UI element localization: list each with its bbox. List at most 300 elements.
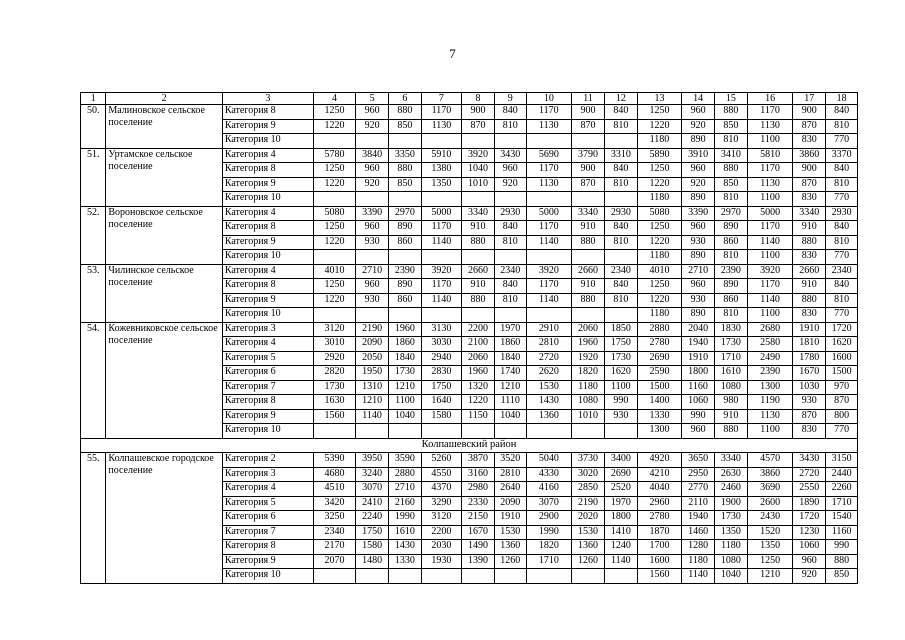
- category-cell: Категория 8: [222, 105, 313, 120]
- value-cell: 810: [715, 134, 748, 149]
- value-cell: 870: [793, 409, 826, 424]
- value-cell: 770: [826, 134, 858, 149]
- value-cell: 1250: [313, 105, 355, 120]
- value-cell: 840: [826, 221, 858, 236]
- value-cell: 2050: [356, 351, 389, 366]
- value-cell: 1130: [747, 119, 793, 134]
- value-cell: 960: [682, 279, 715, 294]
- value-cell: 900: [462, 105, 495, 120]
- value-cell: 1170: [747, 163, 793, 178]
- value-cell: 930: [793, 395, 826, 410]
- value-cell: 5040: [526, 453, 572, 468]
- value-cell: 3520: [494, 453, 526, 468]
- value-cell: 1140: [526, 235, 572, 250]
- value-cell: 5000: [526, 206, 572, 221]
- value-cell: 920: [682, 177, 715, 192]
- value-cell: 4010: [637, 264, 681, 279]
- value-cell: 2780: [637, 337, 681, 352]
- category-cell: Категория 10: [222, 250, 313, 265]
- value-cell: 3240: [356, 467, 389, 482]
- value-cell: 1560: [313, 409, 355, 424]
- category-cell: Категория 4: [222, 264, 313, 279]
- value-cell: [494, 424, 526, 439]
- value-cell: 3290: [421, 496, 461, 511]
- column-number-cell: 9: [494, 93, 526, 105]
- column-number-cell: 2: [106, 93, 222, 105]
- category-cell: Категория 3: [222, 322, 313, 337]
- value-cell: 1780: [793, 351, 826, 366]
- value-cell: 860: [389, 293, 422, 308]
- value-cell: 960: [682, 105, 715, 120]
- value-cell: 2810: [494, 467, 526, 482]
- value-cell: 910: [793, 221, 826, 236]
- value-cell: [356, 308, 389, 323]
- value-cell: 1180: [715, 540, 748, 555]
- entry-number: 54.: [81, 322, 106, 438]
- value-cell: 840: [826, 279, 858, 294]
- value-cell: 2390: [715, 264, 748, 279]
- value-cell: 1220: [462, 395, 495, 410]
- value-cell: 830: [793, 308, 826, 323]
- value-cell: 1460: [682, 525, 715, 540]
- value-cell: [462, 192, 495, 207]
- column-number-cell: 16: [747, 93, 793, 105]
- value-cell: [572, 192, 605, 207]
- value-cell: 860: [389, 235, 422, 250]
- value-cell: 1170: [747, 279, 793, 294]
- value-cell: [356, 192, 389, 207]
- value-cell: 890: [682, 250, 715, 265]
- value-cell: [313, 424, 355, 439]
- value-cell: 3920: [421, 264, 461, 279]
- value-cell: [604, 424, 637, 439]
- value-cell: 1010: [462, 177, 495, 192]
- value-cell: 860: [715, 293, 748, 308]
- value-cell: 5000: [747, 206, 793, 221]
- value-cell: 2200: [462, 322, 495, 337]
- value-cell: 1300: [747, 380, 793, 395]
- value-cell: 890: [682, 308, 715, 323]
- column-number-cell: 3: [222, 93, 313, 105]
- value-cell: 1360: [494, 540, 526, 555]
- value-cell: 1750: [604, 337, 637, 352]
- value-cell: 3070: [356, 482, 389, 497]
- value-cell: 880: [715, 424, 748, 439]
- value-cell: [604, 308, 637, 323]
- category-cell: Категория 10: [222, 569, 313, 584]
- value-cell: 1870: [637, 525, 681, 540]
- value-cell: 1250: [747, 554, 793, 569]
- value-cell: 2030: [421, 540, 461, 555]
- value-cell: 1400: [637, 395, 681, 410]
- value-cell: 1320: [462, 380, 495, 395]
- value-cell: 1380: [421, 163, 461, 178]
- value-cell: 870: [462, 119, 495, 134]
- value-cell: [494, 308, 526, 323]
- entry-number: 50.: [81, 105, 106, 149]
- value-cell: 870: [572, 177, 605, 192]
- value-cell: [462, 569, 495, 584]
- value-cell: 1390: [462, 554, 495, 569]
- value-cell: 4920: [637, 453, 681, 468]
- value-cell: 810: [604, 177, 637, 192]
- value-cell: 1900: [715, 496, 748, 511]
- value-cell: 1210: [747, 569, 793, 584]
- value-cell: 910: [572, 221, 605, 236]
- value-cell: 2110: [682, 496, 715, 511]
- value-cell: 1170: [747, 221, 793, 236]
- value-cell: 2680: [747, 322, 793, 337]
- value-cell: 1640: [421, 395, 461, 410]
- value-cell: 1950: [356, 366, 389, 381]
- value-cell: 1080: [715, 380, 748, 395]
- value-cell: 1730: [313, 380, 355, 395]
- value-cell: 2430: [747, 511, 793, 526]
- value-cell: 2410: [356, 496, 389, 511]
- value-cell: [389, 192, 422, 207]
- value-cell: 1750: [421, 380, 461, 395]
- value-cell: 1100: [747, 192, 793, 207]
- value-cell: 1630: [313, 395, 355, 410]
- value-cell: 5910: [421, 148, 461, 163]
- value-cell: 1670: [462, 525, 495, 540]
- value-cell: 850: [715, 177, 748, 192]
- value-cell: 1890: [793, 496, 826, 511]
- value-cell: 3860: [747, 467, 793, 482]
- value-cell: 5080: [637, 206, 681, 221]
- column-number-cell: 12: [604, 93, 637, 105]
- value-cell: 1180: [637, 250, 681, 265]
- value-cell: 3010: [313, 337, 355, 352]
- value-cell: 1600: [637, 554, 681, 569]
- value-cell: 1130: [526, 119, 572, 134]
- value-cell: 1130: [526, 177, 572, 192]
- value-cell: 880: [572, 293, 605, 308]
- value-cell: 810: [604, 119, 637, 134]
- value-cell: 2040: [682, 322, 715, 337]
- value-cell: 900: [572, 105, 605, 120]
- value-cell: 2690: [637, 351, 681, 366]
- value-cell: 1100: [747, 424, 793, 439]
- value-cell: [526, 569, 572, 584]
- value-cell: 2070: [313, 554, 355, 569]
- value-cell: 1220: [313, 119, 355, 134]
- category-cell: Категория 9: [222, 177, 313, 192]
- value-cell: 4010: [313, 264, 355, 279]
- value-cell: 1130: [747, 409, 793, 424]
- column-number-cell: 8: [462, 93, 495, 105]
- value-cell: 1100: [389, 395, 422, 410]
- value-cell: 880: [462, 293, 495, 308]
- value-cell: 1160: [826, 525, 858, 540]
- value-cell: 2880: [637, 322, 681, 337]
- value-cell: 2190: [356, 322, 389, 337]
- value-cell: [572, 569, 605, 584]
- value-cell: 930: [604, 409, 637, 424]
- value-cell: 1910: [793, 322, 826, 337]
- value-cell: 960: [682, 163, 715, 178]
- value-cell: 910: [715, 409, 748, 424]
- category-cell: Категория 9: [222, 235, 313, 250]
- value-cell: 770: [826, 250, 858, 265]
- value-cell: 1540: [826, 511, 858, 526]
- value-cell: [604, 192, 637, 207]
- value-cell: 3340: [462, 206, 495, 221]
- value-cell: 1300: [637, 424, 681, 439]
- entry-number: 51.: [81, 148, 106, 206]
- value-cell: 1280: [682, 540, 715, 555]
- value-cell: 1600: [826, 351, 858, 366]
- value-cell: [356, 134, 389, 149]
- value-cell: 1830: [715, 322, 748, 337]
- entry-number: 55.: [81, 453, 106, 584]
- value-cell: 900: [793, 105, 826, 120]
- value-cell: 2020: [572, 511, 605, 526]
- column-number-cell: 4: [313, 93, 355, 105]
- value-cell: 1840: [389, 351, 422, 366]
- value-cell: 5000: [421, 206, 461, 221]
- settlement-name: Колпашевское городское поселение: [106, 453, 222, 584]
- column-number-cell: 13: [637, 93, 681, 105]
- value-cell: 910: [572, 279, 605, 294]
- value-cell: 990: [604, 395, 637, 410]
- value-cell: 1220: [313, 293, 355, 308]
- value-cell: 1240: [604, 540, 637, 555]
- column-number-cell: 6: [389, 93, 422, 105]
- value-cell: 1350: [747, 540, 793, 555]
- value-cell: [462, 250, 495, 265]
- value-cell: 880: [793, 235, 826, 250]
- value-cell: 960: [356, 163, 389, 178]
- value-cell: 5890: [637, 148, 681, 163]
- value-cell: 3650: [682, 453, 715, 468]
- value-cell: 1170: [526, 221, 572, 236]
- value-cell: 810: [494, 293, 526, 308]
- value-cell: 5260: [421, 453, 461, 468]
- category-cell: Категория 5: [222, 351, 313, 366]
- value-cell: 2820: [313, 366, 355, 381]
- value-cell: 920: [682, 119, 715, 134]
- value-cell: 4370: [421, 482, 461, 497]
- value-cell: 1430: [526, 395, 572, 410]
- value-cell: [356, 569, 389, 584]
- value-cell: 2260: [826, 482, 858, 497]
- value-cell: [313, 134, 355, 149]
- column-number-cell: 5: [356, 93, 389, 105]
- value-cell: 2950: [682, 467, 715, 482]
- value-cell: 860: [715, 235, 748, 250]
- value-cell: 1170: [526, 163, 572, 178]
- value-cell: 4510: [313, 482, 355, 497]
- value-cell: 5780: [313, 148, 355, 163]
- value-cell: 3860: [793, 148, 826, 163]
- column-number-cell: 15: [715, 93, 748, 105]
- value-cell: 1100: [747, 250, 793, 265]
- value-cell: [421, 424, 461, 439]
- value-cell: 1220: [637, 235, 681, 250]
- table-row: [81, 453, 858, 468]
- column-number-cell: 18: [826, 93, 858, 105]
- value-cell: 1990: [526, 525, 572, 540]
- value-cell: 2630: [715, 467, 748, 482]
- value-cell: 1210: [356, 395, 389, 410]
- value-cell: 4680: [313, 467, 355, 482]
- value-cell: [604, 569, 637, 584]
- value-cell: 2710: [682, 264, 715, 279]
- value-cell: 1140: [356, 409, 389, 424]
- value-cell: 1040: [462, 163, 495, 178]
- value-cell: 1250: [637, 163, 681, 178]
- value-cell: 920: [494, 177, 526, 192]
- value-cell: 4210: [637, 467, 681, 482]
- value-cell: 2920: [313, 351, 355, 366]
- value-cell: 810: [826, 293, 858, 308]
- value-cell: 3420: [313, 496, 355, 511]
- value-cell: 990: [682, 409, 715, 424]
- value-cell: [462, 308, 495, 323]
- value-cell: 2340: [604, 264, 637, 279]
- value-cell: 1310: [356, 380, 389, 395]
- value-cell: 1860: [494, 337, 526, 352]
- category-cell: Категория 10: [222, 134, 313, 149]
- value-cell: 2170: [313, 540, 355, 555]
- value-cell: [526, 308, 572, 323]
- settlement-name: Кожевниковское сельское поселение: [106, 322, 222, 438]
- value-cell: [421, 569, 461, 584]
- value-cell: [389, 250, 422, 265]
- value-cell: 1170: [421, 279, 461, 294]
- category-cell: Категория 4: [222, 337, 313, 352]
- value-cell: 1860: [389, 337, 422, 352]
- value-cell: 1520: [747, 525, 793, 540]
- value-cell: 920: [356, 177, 389, 192]
- value-cell: 3730: [572, 453, 605, 468]
- value-cell: 3350: [389, 148, 422, 163]
- value-cell: 1750: [356, 525, 389, 540]
- value-cell: 960: [356, 279, 389, 294]
- value-cell: 2720: [526, 351, 572, 366]
- value-cell: [389, 134, 422, 149]
- value-cell: [526, 250, 572, 265]
- category-cell: Категория 5: [222, 496, 313, 511]
- column-number-row: [81, 93, 858, 105]
- value-cell: 1740: [494, 366, 526, 381]
- value-cell: 870: [793, 177, 826, 192]
- table-row: [81, 264, 858, 279]
- value-cell: 1100: [604, 380, 637, 395]
- value-cell: [356, 250, 389, 265]
- value-cell: 1140: [526, 293, 572, 308]
- value-cell: 2880: [389, 467, 422, 482]
- value-cell: 2060: [572, 322, 605, 337]
- value-cell: 770: [826, 308, 858, 323]
- value-cell: 910: [462, 279, 495, 294]
- value-cell: [389, 424, 422, 439]
- value-cell: [494, 250, 526, 265]
- value-cell: 2150: [462, 511, 495, 526]
- column-number-cell: 17: [793, 93, 826, 105]
- value-cell: 3030: [421, 337, 461, 352]
- value-cell: 880: [793, 293, 826, 308]
- value-cell: 5690: [526, 148, 572, 163]
- value-cell: 1670: [793, 366, 826, 381]
- value-cell: 2900: [526, 511, 572, 526]
- value-cell: 3160: [462, 467, 495, 482]
- value-cell: 3790: [572, 148, 605, 163]
- value-cell: 1720: [793, 511, 826, 526]
- value-cell: 2980: [462, 482, 495, 497]
- value-cell: 2770: [682, 482, 715, 497]
- value-cell: [494, 134, 526, 149]
- value-cell: 850: [826, 569, 858, 584]
- value-cell: 3370: [826, 148, 858, 163]
- value-cell: 3120: [313, 322, 355, 337]
- value-cell: 1220: [313, 177, 355, 192]
- value-cell: 900: [572, 163, 605, 178]
- value-cell: [462, 424, 495, 439]
- entry-number: 53.: [81, 264, 106, 322]
- value-cell: 1350: [715, 525, 748, 540]
- value-cell: 1530: [494, 525, 526, 540]
- value-cell: [421, 308, 461, 323]
- value-cell: 840: [604, 105, 637, 120]
- value-cell: 810: [494, 119, 526, 134]
- value-cell: 4040: [637, 482, 681, 497]
- value-cell: 2240: [356, 511, 389, 526]
- value-cell: 880: [462, 235, 495, 250]
- value-cell: 2160: [389, 496, 422, 511]
- value-cell: 840: [604, 279, 637, 294]
- value-cell: 810: [715, 308, 748, 323]
- category-cell: Категория 10: [222, 308, 313, 323]
- value-cell: 2460: [715, 482, 748, 497]
- value-cell: 1710: [526, 554, 572, 569]
- value-cell: 1330: [637, 409, 681, 424]
- value-cell: 770: [826, 424, 858, 439]
- value-cell: [389, 308, 422, 323]
- table-row: [81, 105, 858, 120]
- value-cell: 2660: [462, 264, 495, 279]
- value-cell: 3430: [494, 148, 526, 163]
- value-cell: 1250: [637, 105, 681, 120]
- value-cell: 2090: [494, 496, 526, 511]
- value-cell: 1970: [494, 322, 526, 337]
- value-cell: 3310: [604, 148, 637, 163]
- value-cell: 3250: [313, 511, 355, 526]
- value-cell: 1730: [715, 511, 748, 526]
- value-cell: 880: [572, 235, 605, 250]
- category-cell: Категория 8: [222, 540, 313, 555]
- value-cell: 830: [793, 134, 826, 149]
- value-cell: 1110: [494, 395, 526, 410]
- value-cell: 2520: [604, 482, 637, 497]
- value-cell: 2340: [313, 525, 355, 540]
- value-cell: 3590: [389, 453, 422, 468]
- value-cell: 870: [826, 395, 858, 410]
- district-row: [81, 438, 858, 453]
- value-cell: 2720: [793, 467, 826, 482]
- value-cell: 2830: [421, 366, 461, 381]
- value-cell: 1720: [826, 322, 858, 337]
- value-cell: 2060: [462, 351, 495, 366]
- value-cell: [421, 192, 461, 207]
- value-cell: 840: [494, 221, 526, 236]
- value-cell: 1060: [682, 395, 715, 410]
- value-cell: 1140: [747, 235, 793, 250]
- category-cell: Категория 4: [222, 482, 313, 497]
- value-cell: 1260: [572, 554, 605, 569]
- value-cell: 3130: [421, 322, 461, 337]
